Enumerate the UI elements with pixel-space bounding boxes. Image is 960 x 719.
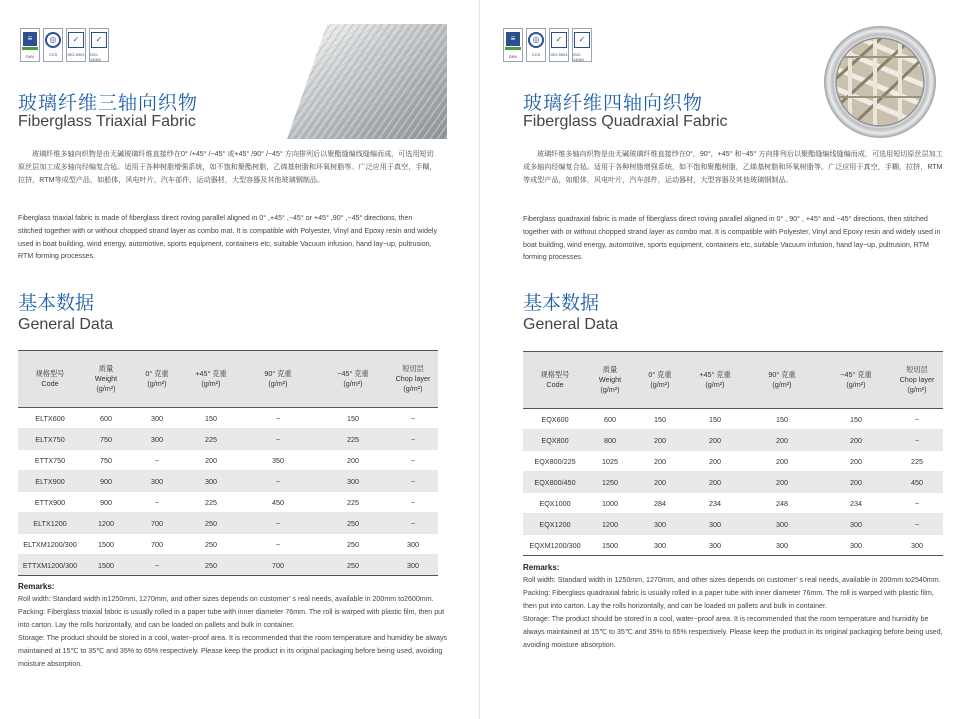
- table-cell: 200: [687, 430, 743, 451]
- table-row: [523, 451, 943, 472]
- table-cell: 225: [891, 451, 943, 472]
- product-code-cell: EQXM1200/300: [523, 535, 587, 556]
- ccs-cert-icon: ◎ CCS: [526, 28, 546, 62]
- table-cell: −: [130, 450, 184, 471]
- table-cell: 234: [687, 493, 743, 514]
- table-cell: 700: [238, 555, 318, 576]
- table-cell: 200: [743, 472, 821, 493]
- table-cell: 250: [184, 513, 238, 534]
- product-code-cell: ELTX600: [18, 408, 82, 429]
- table-cell: 300: [891, 535, 943, 556]
- table-cell: 300: [388, 534, 438, 555]
- remarks: [18, 580, 448, 671]
- table-cell: 700: [130, 534, 184, 555]
- product-code-cell: EQX800/450: [523, 472, 587, 493]
- table-cell: 1025: [587, 451, 633, 472]
- table-cell: 300: [388, 555, 438, 576]
- remark-packing: Packing: Fiberglass triaxial fabric is usually rolled in a paper tube with inner diameter 76mm. The roll is warped with plastic film, then put into carton. Lay the rolls horizontally, and can be loaded on pallets and bulk in container.: [18, 608, 445, 629]
- table-row: [523, 430, 943, 451]
- table-cell: 300: [318, 471, 388, 492]
- table-cell: 900: [82, 492, 130, 513]
- table-cell: 150: [687, 409, 743, 430]
- table-cell: 450: [238, 492, 318, 513]
- certification-logos: [503, 28, 592, 62]
- header-line: +45° 克重: [699, 370, 731, 379]
- header-line: Code: [546, 380, 564, 389]
- general-data-table: [18, 350, 438, 576]
- header-line: (g/m²): [772, 380, 792, 389]
- product-title-en: Fiberglass Triaxial Fabric: [18, 113, 196, 130]
- table-cell: 300: [687, 514, 743, 535]
- table-cell: 1200: [587, 514, 633, 535]
- table-cell: 1500: [587, 535, 633, 556]
- table-cell: 1000: [587, 493, 633, 514]
- table-row: [18, 471, 438, 492]
- iso9001-cert-icon: ✓ ISO-9001: [549, 28, 569, 62]
- header-line: (g/m²): [96, 384, 116, 393]
- product-title-cn: 玻璃纤维三轴向织物: [18, 93, 199, 114]
- table-cell: 200: [633, 472, 687, 493]
- header-line: Weight: [94, 374, 118, 383]
- header-line: (g/m²): [650, 380, 670, 389]
- table-cell: 700: [130, 513, 184, 534]
- table-cell: 200: [743, 451, 821, 472]
- column-header: [743, 352, 821, 409]
- section-title-en: General Data: [18, 316, 114, 333]
- header-line: (g/m²): [343, 379, 363, 388]
- product-code-cell: EQX800: [523, 430, 587, 451]
- ccs-cert-icon: ◎ CCS: [43, 28, 63, 62]
- table-cell: 150: [633, 409, 687, 430]
- table-cell: 225: [184, 492, 238, 513]
- table-cell: −: [130, 492, 184, 513]
- column-header: [18, 351, 82, 408]
- header-line: 质量: [602, 365, 618, 374]
- table-cell: 300: [130, 429, 184, 450]
- table-cell: −: [238, 429, 318, 450]
- product-code-cell: EQX1200: [523, 514, 587, 535]
- column-header: [687, 352, 743, 409]
- section-title-en: General Data: [523, 316, 619, 333]
- table-cell: −: [388, 408, 438, 429]
- table-cell: −: [130, 555, 184, 576]
- header-line: (g/m²): [403, 384, 423, 393]
- table-cell: 248: [743, 493, 821, 514]
- column-header: [821, 352, 891, 409]
- table-cell: 250: [318, 513, 388, 534]
- table-cell: 200: [687, 472, 743, 493]
- table-row: [18, 534, 438, 555]
- column-header: [587, 352, 633, 409]
- certification-logos: [20, 28, 109, 62]
- header-line: 90° 克重: [768, 370, 796, 379]
- table-cell: 300: [821, 514, 891, 535]
- header-line: 90° 克重: [264, 369, 292, 378]
- product-title-cn: 玻璃纤维四轴向织物: [523, 93, 704, 114]
- product-code-cell: ELTX750: [18, 429, 82, 450]
- table-cell: 300: [184, 471, 238, 492]
- column-header: [130, 351, 184, 408]
- product-code-cell: ETTXM1200/300: [18, 555, 82, 576]
- table-cell: 1500: [82, 534, 130, 555]
- header-line: (g/m²): [201, 379, 221, 388]
- table-row: [523, 409, 943, 430]
- description-en: Fiberglass quadraxial fabric is made of fiberglass direct roving parallel aligned in 0° , 90° , +45° and −45° directions, then stitched together with or without chopped strand layer as combo mat. It is compatible with Polyester, Vinyl and Epoxy resin and widely used in boat building, wind energy, automotive, sports equipment, containers etc, suitable Vacuum infusion, hand lay−up, pultrusion, RTM forming processes.: [523, 215, 941, 262]
- column-header: [184, 351, 238, 408]
- table-cell: 1250: [587, 472, 633, 493]
- table-cell: −: [891, 430, 943, 451]
- table-cell: 150: [318, 408, 388, 429]
- iso14001-cert-icon: ✓ ISO-14001: [89, 28, 109, 62]
- header-line: (g/m²): [147, 379, 167, 388]
- table-cell: 250: [184, 555, 238, 576]
- remarks: [523, 561, 948, 652]
- description-cn: 玻璃纤维多轴向织物是由无碱玻璃纤维直接纱在0°，90°，+45° 和−45° 方向排列后以聚酯缝编线缝编而成，可选用短切原丝层加工成多轴向经编复合毡。适用于各种树脂增强系统，如不饱和聚酯树脂，乙烯基树脂和环氧树脂等。广泛应用于真空，手糊，拉挤，RTM等成型产品，如船体，风电叶片，汽车部件，运动器材，大型容器及其他玻璃钢制品。: [523, 150, 943, 184]
- table-cell: 200: [821, 430, 891, 451]
- header-line: 规格型号: [35, 369, 65, 378]
- header-line: 短切层: [402, 364, 424, 373]
- table-row: [18, 408, 438, 429]
- table-cell: 200: [633, 451, 687, 472]
- column-header: [82, 351, 130, 408]
- table-cell: −: [238, 408, 318, 429]
- table-cell: 150: [821, 409, 891, 430]
- header-line: (g/m²): [600, 385, 620, 394]
- table-cell: 750: [82, 429, 130, 450]
- product-code-cell: EQX800/225: [523, 451, 587, 472]
- remark-storage: Storage: The product should be stored in a cool, water−proof area. It is recommended that the room temperature and humidity be always maintained at 15℃ to 35℃ and 35% to 65% respectively. Please keep the product in its original packaging before being used, avoiding moisture absorption.: [523, 615, 943, 649]
- remark-storage: Storage: The product should be stored in a cool, water−proof area. It is recommended that the room temperature and humidity be always maintained at 15℃ to 35℃ and 35% to 65% respectively. Please keep the product in its original packaging before being used, avoiding moisture absorption.: [18, 634, 448, 668]
- table-cell: −: [238, 534, 318, 555]
- remark-roll-width: Roll width: Standard width in1250mm, 1270mm, and other sizes depends on customer’ s real needs, available in 200mm to2600mm.: [18, 595, 434, 603]
- product-code-cell: ETTX900: [18, 492, 82, 513]
- table-header-row: [523, 352, 943, 409]
- table-cell: −: [388, 450, 438, 471]
- right-page: [480, 0, 960, 719]
- table-row: [18, 492, 438, 513]
- section-title-cn: 基本数据: [523, 293, 600, 314]
- product-code-cell: EQX1000: [523, 493, 587, 514]
- remark-roll-width: Roll width: Standard width in 1250mm, 1270mm, and other sizes depends on customer’ s real needs, available in 200mm to2540mm.: [523, 576, 941, 584]
- table-cell: −: [388, 513, 438, 534]
- table-row: [523, 472, 943, 493]
- header-line: +45° 克重: [195, 369, 227, 378]
- header-line: Weight: [598, 375, 622, 384]
- product-code-cell: ELTXM1200/300: [18, 534, 82, 555]
- table-row: [523, 493, 943, 514]
- table-row: [523, 535, 943, 556]
- table-cell: 250: [318, 555, 388, 576]
- table-cell: 350: [238, 450, 318, 471]
- header-line: Chop layer: [395, 374, 431, 383]
- table-row: [18, 555, 438, 576]
- triaxial-fabric-photo: [287, 24, 447, 139]
- header-line: 质量: [98, 364, 114, 373]
- header-line: 规格型号: [540, 370, 570, 379]
- product-code-cell: ETTX750: [18, 450, 82, 471]
- column-header: [891, 352, 943, 409]
- table-header-row: [18, 351, 438, 408]
- table-cell: 450: [891, 472, 943, 493]
- header-line: −45° 克重: [337, 369, 369, 378]
- table-cell: 900: [82, 471, 130, 492]
- table-cell: 225: [318, 429, 388, 450]
- header-line: (g/m²): [268, 379, 288, 388]
- column-header: [388, 351, 438, 408]
- header-line: 0° 克重: [145, 369, 169, 378]
- section-title-cn: 基本数据: [18, 293, 95, 314]
- general-data-table: [523, 351, 943, 556]
- table-cell: 200: [318, 450, 388, 471]
- header-line: 0° 克重: [648, 370, 672, 379]
- table-cell: 200: [821, 472, 891, 493]
- table-row: [18, 450, 438, 471]
- table-cell: 1200: [82, 513, 130, 534]
- dnv-cert-icon: ≡ DNV: [20, 28, 40, 62]
- header-line: −45° 克重: [840, 370, 872, 379]
- description-en: Fiberglass triaxial fabric is made of fiberglass direct roving parallel aligned in 0° ,+45° ,−45° or +45° ,90° ,−45° directions, then stitched together with or without chopped strand layer as combo mat. It is compatible with Polyester, Vinyl and Epoxy resin and widely used in boat building, wind energy, automotive, sports equipment, containers etc, suitable Vacuum infusion, hand lay−up, pultrusion, RTM forming processes.: [18, 214, 438, 261]
- table-cell: −: [388, 492, 438, 513]
- table-cell: −: [238, 471, 318, 492]
- remarks-title: Remarks:: [18, 582, 55, 591]
- column-header: [318, 351, 388, 408]
- remarks-title: Remarks:: [523, 563, 560, 572]
- header-line: (g/m²): [907, 385, 927, 394]
- table-cell: 284: [633, 493, 687, 514]
- table-cell: −: [891, 493, 943, 514]
- table-cell: 300: [743, 535, 821, 556]
- table-cell: 225: [184, 429, 238, 450]
- column-header: [633, 352, 687, 409]
- remark-packing: Packing: Fiberglass quadraxial fabric is usually rolled in a paper tube with inner diameter 76mm. The roll is warped with plastic film, then put into carton. Lay the rolls horizontally, and can be loaded on pallets and bulk in container.: [523, 589, 934, 610]
- header-line: 短切层: [906, 365, 928, 374]
- table-row: [18, 513, 438, 534]
- table-cell: 150: [743, 409, 821, 430]
- table-cell: −: [238, 513, 318, 534]
- table-cell: 150: [184, 408, 238, 429]
- table-cell: 250: [184, 534, 238, 555]
- table-cell: 200: [184, 450, 238, 471]
- table-cell: 300: [130, 471, 184, 492]
- table-cell: −: [388, 429, 438, 450]
- iso14001-cert-icon: ✓ ISO-14001: [572, 28, 592, 62]
- table-cell: 250: [318, 534, 388, 555]
- description-cn: 玻璃纤维多轴向织物是由无碱玻璃纤维直接纱在0° /+45° /−45° 或+45° /90° /−45° 方向排列后以聚酯缝编线缝编而成，可选用短切原丝层加工成多轴向经编复合毡。适用于各种树脂增强系统，如不饱和聚酯树脂，乙烯基树脂和环氧树脂等。广泛应用于真空，手糊，拉挤，RTM等成型产品，如船体，风电叶片，汽车部件，运动器材，大型容器及其他玻璃钢制品。: [18, 150, 437, 184]
- product-title-en: Fiberglass Quadraxial Fabric: [523, 113, 728, 130]
- table-cell: 300: [633, 514, 687, 535]
- table-cell: −: [891, 409, 943, 430]
- table-cell: 300: [130, 408, 184, 429]
- table-cell: −: [388, 471, 438, 492]
- column-header: [238, 351, 318, 408]
- table-row: [523, 514, 943, 535]
- iso9001-cert-icon: ✓ ISO-9001: [66, 28, 86, 62]
- table-cell: 300: [687, 535, 743, 556]
- table-cell: 300: [821, 535, 891, 556]
- table-cell: 225: [318, 492, 388, 513]
- table-cell: 200: [687, 451, 743, 472]
- header-line: Chop layer: [899, 375, 935, 384]
- header-line: (g/m²): [846, 380, 866, 389]
- dnv-cert-icon: ≡ DNV: [503, 28, 523, 62]
- table-cell: 234: [821, 493, 891, 514]
- table-cell: 200: [743, 430, 821, 451]
- table-cell: 1500: [82, 555, 130, 576]
- table-cell: 750: [82, 450, 130, 471]
- column-header: [523, 352, 587, 409]
- table-row: [18, 429, 438, 450]
- product-code-cell: ELTX900: [18, 471, 82, 492]
- product-code-cell: EQX600: [523, 409, 587, 430]
- product-code-cell: ELTX1200: [18, 513, 82, 534]
- table-cell: 200: [633, 430, 687, 451]
- table-cell: −: [891, 514, 943, 535]
- table-cell: 800: [587, 430, 633, 451]
- table-cell: 300: [633, 535, 687, 556]
- table-cell: 200: [821, 451, 891, 472]
- header-line: (g/m²): [705, 380, 725, 389]
- table-cell: 600: [82, 408, 130, 429]
- quadraxial-fabric-photo: [820, 22, 940, 142]
- header-line: Code: [41, 379, 59, 388]
- table-cell: 600: [587, 409, 633, 430]
- table-cell: 300: [743, 514, 821, 535]
